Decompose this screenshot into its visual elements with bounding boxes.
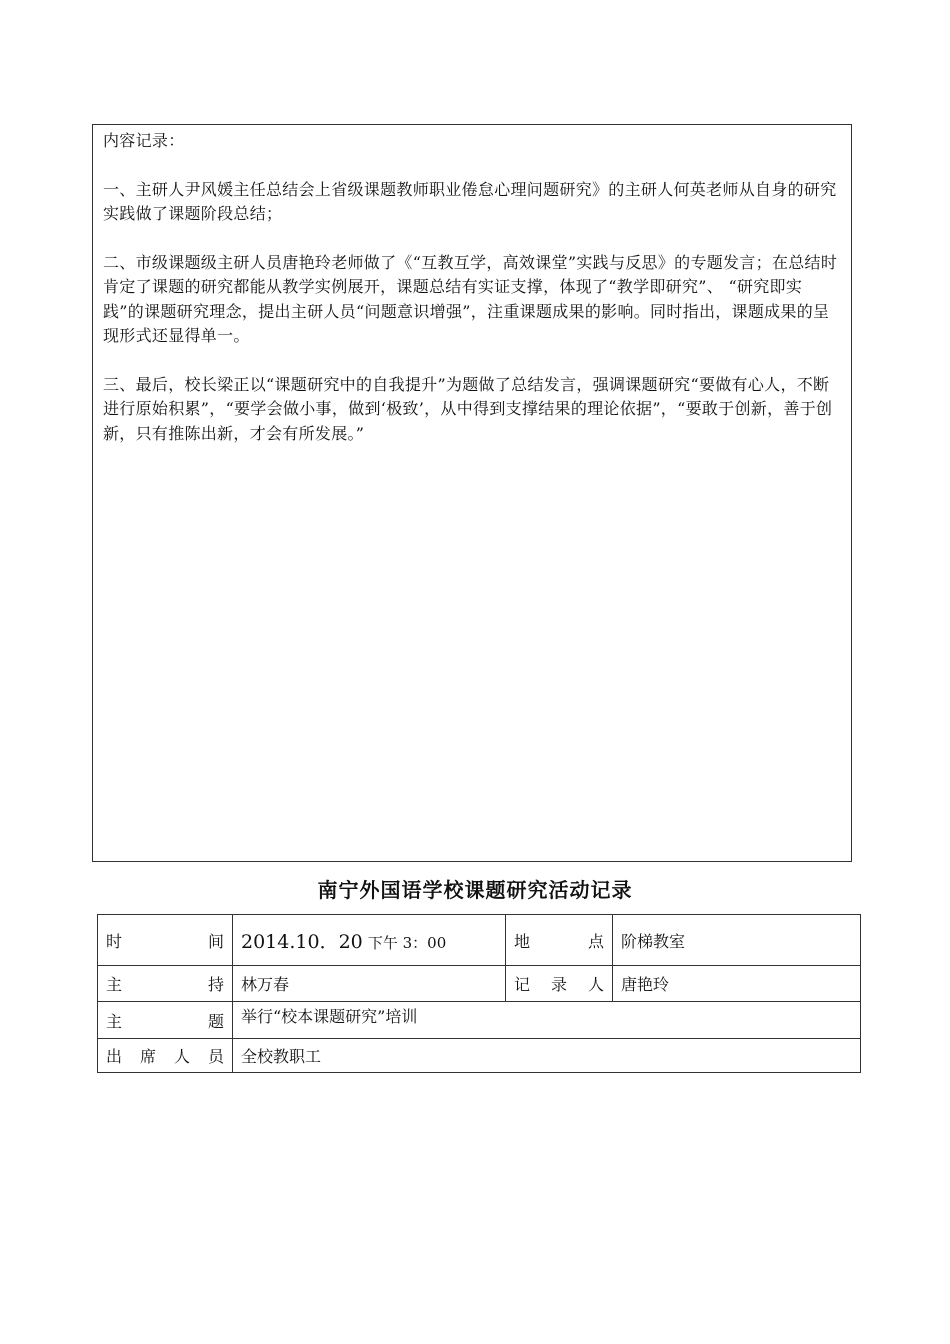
activity-record-table (97, 914, 861, 1073)
recorder-label-char-3: 人 (587, 975, 604, 994)
attendees-label (98, 1039, 233, 1073)
place-label-char-2: 点 (587, 931, 604, 951)
record-title: 南宁外国语学校课题研究活动记录 (317, 878, 633, 902)
recorder-label-char-1: 记 (514, 975, 531, 994)
place-label (506, 915, 613, 966)
recorder-value: 唐艳玲 (613, 966, 861, 1002)
table-row-attendees (98, 1039, 861, 1073)
topic-label-char-2: 题 (207, 1011, 224, 1031)
table-row-topic (98, 1002, 861, 1039)
table-row-time-place (98, 915, 861, 966)
attendees-label-char-4: 员 (207, 1047, 224, 1066)
time-label-char-2: 间 (207, 931, 224, 951)
topic-label-char-1: 主 (106, 1011, 123, 1031)
attendees-value: 全校教职工 (233, 1039, 861, 1073)
recorder-label (506, 966, 613, 1002)
time-clock: 下午 3：00 (367, 933, 447, 952)
host-label (98, 966, 233, 1002)
host-value: 林万春 (233, 966, 506, 1002)
host-label-char-2: 持 (207, 975, 224, 994)
content-record-label: 内容记录： (103, 131, 185, 150)
attendees-label-char-1: 出 (106, 1047, 123, 1066)
topic-value: 举行“校本课题研究”培训 (233, 1002, 861, 1039)
content-paragraph-2: 二、市级课题级主研人员唐艳玲老师做了《“互教互学，高效课堂”实践与反思》的专题发言；在总结时肯定了课题的研究都能从教学实例展开，课题总结有实证支撑，体现了“教学即研究”、 “研究即实践”的课题研究理念，提出主研人员“问题意识增强”，注重课题成果的影响。同时指出，课题成果的呈现形式还显得单一。 (103, 252, 838, 345)
time-label (98, 915, 233, 966)
place-value: 阶梯教室 (613, 915, 861, 966)
content-paragraph-1: 一、主研人尹风媛主任总结会上省级课题教师职业倦怠心理问题研究》的主研人何英老师从自身的研究实践做了课题阶段总结； (103, 179, 837, 223)
attendees-label-char-2: 席 (139, 1047, 156, 1066)
recorder-label-char-2: 录 (550, 975, 567, 994)
time-date: 2014.10．20 (241, 930, 363, 953)
time-value (233, 915, 506, 966)
time-label-char-1: 时 (106, 931, 123, 951)
table-row-host-recorder (98, 966, 861, 1002)
content-paragraph-3: 三、最后，校长梁正以“课题研究中的自我提升”为题做了总结发言，强调课题研究“要做有心人，不断进行原始积累”，“要学会做小事，做到‘极致’，从中得到支撑结果的理论依据”，“要敢于创新，善于创新，只有推陈出新，才会有所发展。” (103, 374, 833, 443)
content-record-box (92, 124, 852, 862)
topic-label (98, 1002, 233, 1039)
place-label-char-1: 地 (514, 931, 531, 951)
host-label-char-1: 主 (106, 975, 123, 994)
attendees-label-char-3: 人 (173, 1047, 190, 1066)
